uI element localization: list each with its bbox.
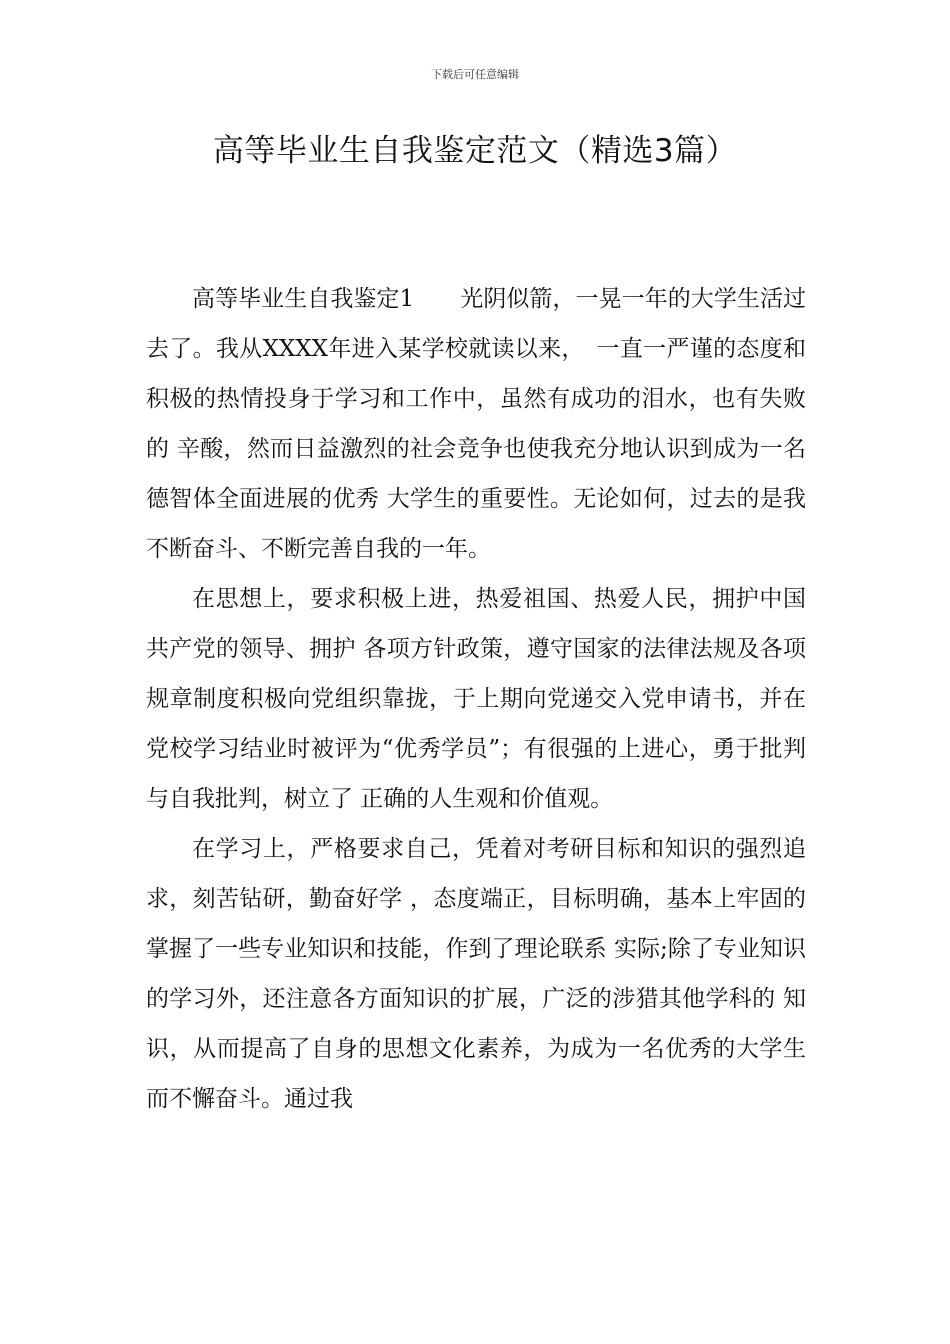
paragraph-ideology: 在思想上，要求积极上进，热爱祖国、热爱人民，拥护中国共产党的领导、拥护 各项方针政策，遵守国家的法律法规及各项规章制度积极向党组织靠拢，于上期向党递交入党申请书，并在党校学习结业时被评为“优秀学员”；有很强的上进心，勇于批判与自我批判，树立了 正确的人生观和价值观。 — [146, 586, 806, 812]
paragraph-intro: 高等毕业生自我鉴定1 光阴似箭，一晃一年的大学生活过去了。我从XXXX年进入某学校就读以来， 一直一严谨的态度和积极的热情投身于学习和工作中，虽然有成功的泪水，也有失败的 辛酸，然而日益激烈的社会竞争也使我充分地认识到成为一名德智体全面进展的优秀 大学生的重要性。无论如何，过去的是我不断奋斗、不断完善自我的一年。 — [146, 286, 806, 562]
paragraph-study: 在学习上，严格要求自己，凭着对考研目标和知识的强烈追求，刻苦钻研，勤奋好学 ，态度端正，目标明确，基本上牢固的掌握了一些专业知识和技能，作到了理论联系 实际;除了专业知识的学习外，还注意各方面知识的扩展，广泛的涉猎其他学科的 知识，从而提高了自身的思想文化素养，为成为一名优秀的大学生而不懈奋斗。通过我 — [146, 836, 806, 1112]
document-title: 高等毕业生自我鉴定范文（精选3篇） — [212, 133, 738, 169]
page-header-note: 下载后可任意编辑 — [431, 68, 519, 81]
document-body — [146, 274, 806, 1124]
